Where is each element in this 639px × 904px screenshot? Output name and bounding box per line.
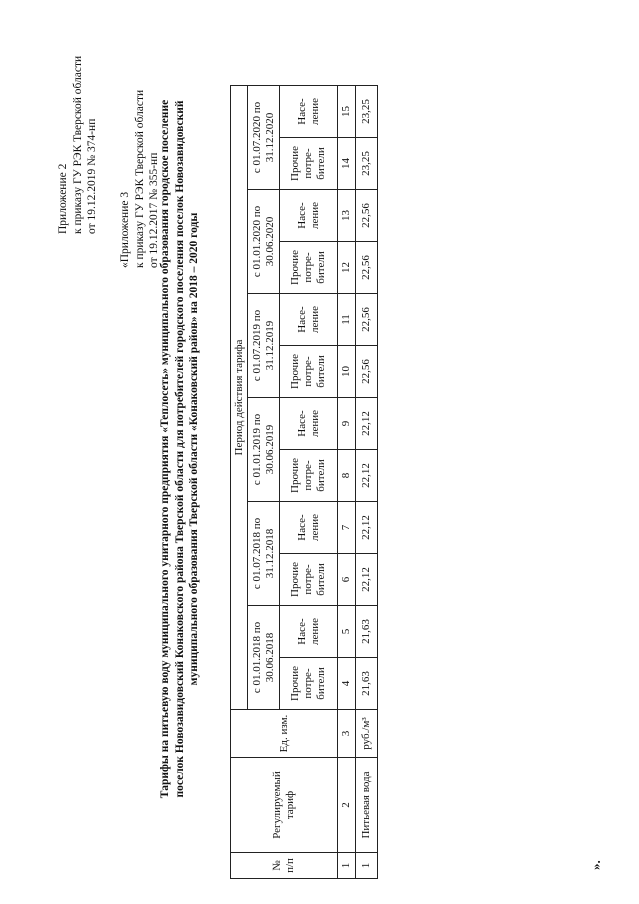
numbering-cell: 4 (338, 658, 356, 710)
sub-header-population: Насе-ление (280, 502, 338, 554)
sub-header-population: Насе-ление (280, 294, 338, 346)
tariff-table (230, 85, 378, 879)
header-number: № п/п (231, 853, 338, 879)
sub-header-other: Прочие потре-бители (280, 242, 338, 294)
value-cell: 22,12 (356, 502, 378, 554)
appendix-3-block (118, 90, 162, 268)
header-period-2: с 01.07.2018 по 31.12.2018 (248, 502, 280, 606)
value-cell: 22,12 (356, 450, 378, 502)
numbering-cell: 13 (338, 190, 356, 242)
numbering-cell: 2 (338, 758, 356, 853)
value-cell: 22,12 (356, 398, 378, 450)
appendix-3-line-1: «Приложение 3 (119, 191, 131, 268)
sub-header-other: Прочие потре-бители (280, 346, 338, 398)
sub-header-other: Прочие потре-бители (280, 450, 338, 502)
row-number: 1 (356, 853, 378, 879)
numbering-cell: 12 (338, 242, 356, 294)
header-period-5: с 01.01.2020 по 30.06.2020 (248, 190, 280, 294)
sub-header-population: Насе-ление (280, 398, 338, 450)
appendix-2-line-3: от 19.12.2019 № 374-нп (86, 118, 98, 234)
value-cell: 22,56 (356, 346, 378, 398)
header-period-3: с 01.01.2019 по 30.06.2019 (248, 398, 280, 502)
appendix-2-block (56, 56, 100, 234)
document-title (158, 34, 202, 864)
appendix-3-line-3: от 19.12.2017 № 355-нп (148, 152, 160, 268)
header-period-4: с 01.07.2019 по 31.12.2019 (248, 294, 280, 398)
value-cell: 22,56 (356, 242, 378, 294)
row-unit: руб./м³ (356, 710, 378, 758)
sub-header-population: Насе-ление (280, 190, 338, 242)
numbering-cell: 8 (338, 450, 356, 502)
title-line-3: муниципального образования Тверской области «Конаковский район» на 2018 – 2020 годы (188, 212, 200, 686)
header-period: Период действия тарифа (231, 86, 248, 710)
numbering-cell: 10 (338, 346, 356, 398)
numbering-row (338, 86, 356, 879)
appendix-2-line-1: Приложение 2 (57, 163, 69, 234)
numbering-cell: 6 (338, 554, 356, 606)
value-cell: 21,63 (356, 658, 378, 710)
value-cell: 22,12 (356, 554, 378, 606)
title-line-2: поселок Новозавидовский Конаковского района Тверской области для потребителей городского поселения поселок Новозавидовский (173, 100, 186, 798)
row-tariff: Питьевая вода (356, 758, 378, 853)
value-cell: 23,25 (356, 138, 378, 190)
sub-header-population: Насе-ление (280, 606, 338, 658)
numbering-cell: 5 (338, 606, 356, 658)
header-unit: Ед. изм. (231, 710, 338, 758)
numbering-cell: 1 (338, 853, 356, 879)
sub-header-other: Прочие потре-бители (280, 138, 338, 190)
header-tariff: Регулируемый тариф (231, 758, 338, 853)
numbering-cell: 15 (338, 86, 356, 138)
numbering-cell: 3 (338, 710, 356, 758)
header-period-6: с 01.07.2020 по 31.12.2020 (248, 86, 280, 190)
value-cell: 22,56 (356, 190, 378, 242)
sub-header-population: Насе-ление (280, 86, 338, 138)
header-period-1: с 01.01.2018 по 30.06.2018 (248, 606, 280, 710)
value-cell: 22,56 (356, 294, 378, 346)
value-cell: 21,63 (356, 606, 378, 658)
closing-quote: ». (588, 860, 603, 870)
sub-header-other: Прочие потре-бители (280, 658, 338, 710)
appendix-2-line-2: к приказу ГУ РЭК Тверской области (71, 55, 84, 234)
title-line-1: Тарифы на питьевую воду муниципального унитарного предприятия «Теплосеть» муниципального образования городское поселение (159, 99, 171, 799)
table-row (356, 86, 378, 879)
appendix-3-line-2: к приказу ГУ РЭК Тверской области (133, 89, 146, 268)
sub-header-other: Прочие потре-бители (280, 554, 338, 606)
numbering-cell: 14 (338, 138, 356, 190)
value-cell: 23,25 (356, 86, 378, 138)
numbering-cell: 11 (338, 294, 356, 346)
numbering-cell: 7 (338, 502, 356, 554)
numbering-cell: 9 (338, 398, 356, 450)
